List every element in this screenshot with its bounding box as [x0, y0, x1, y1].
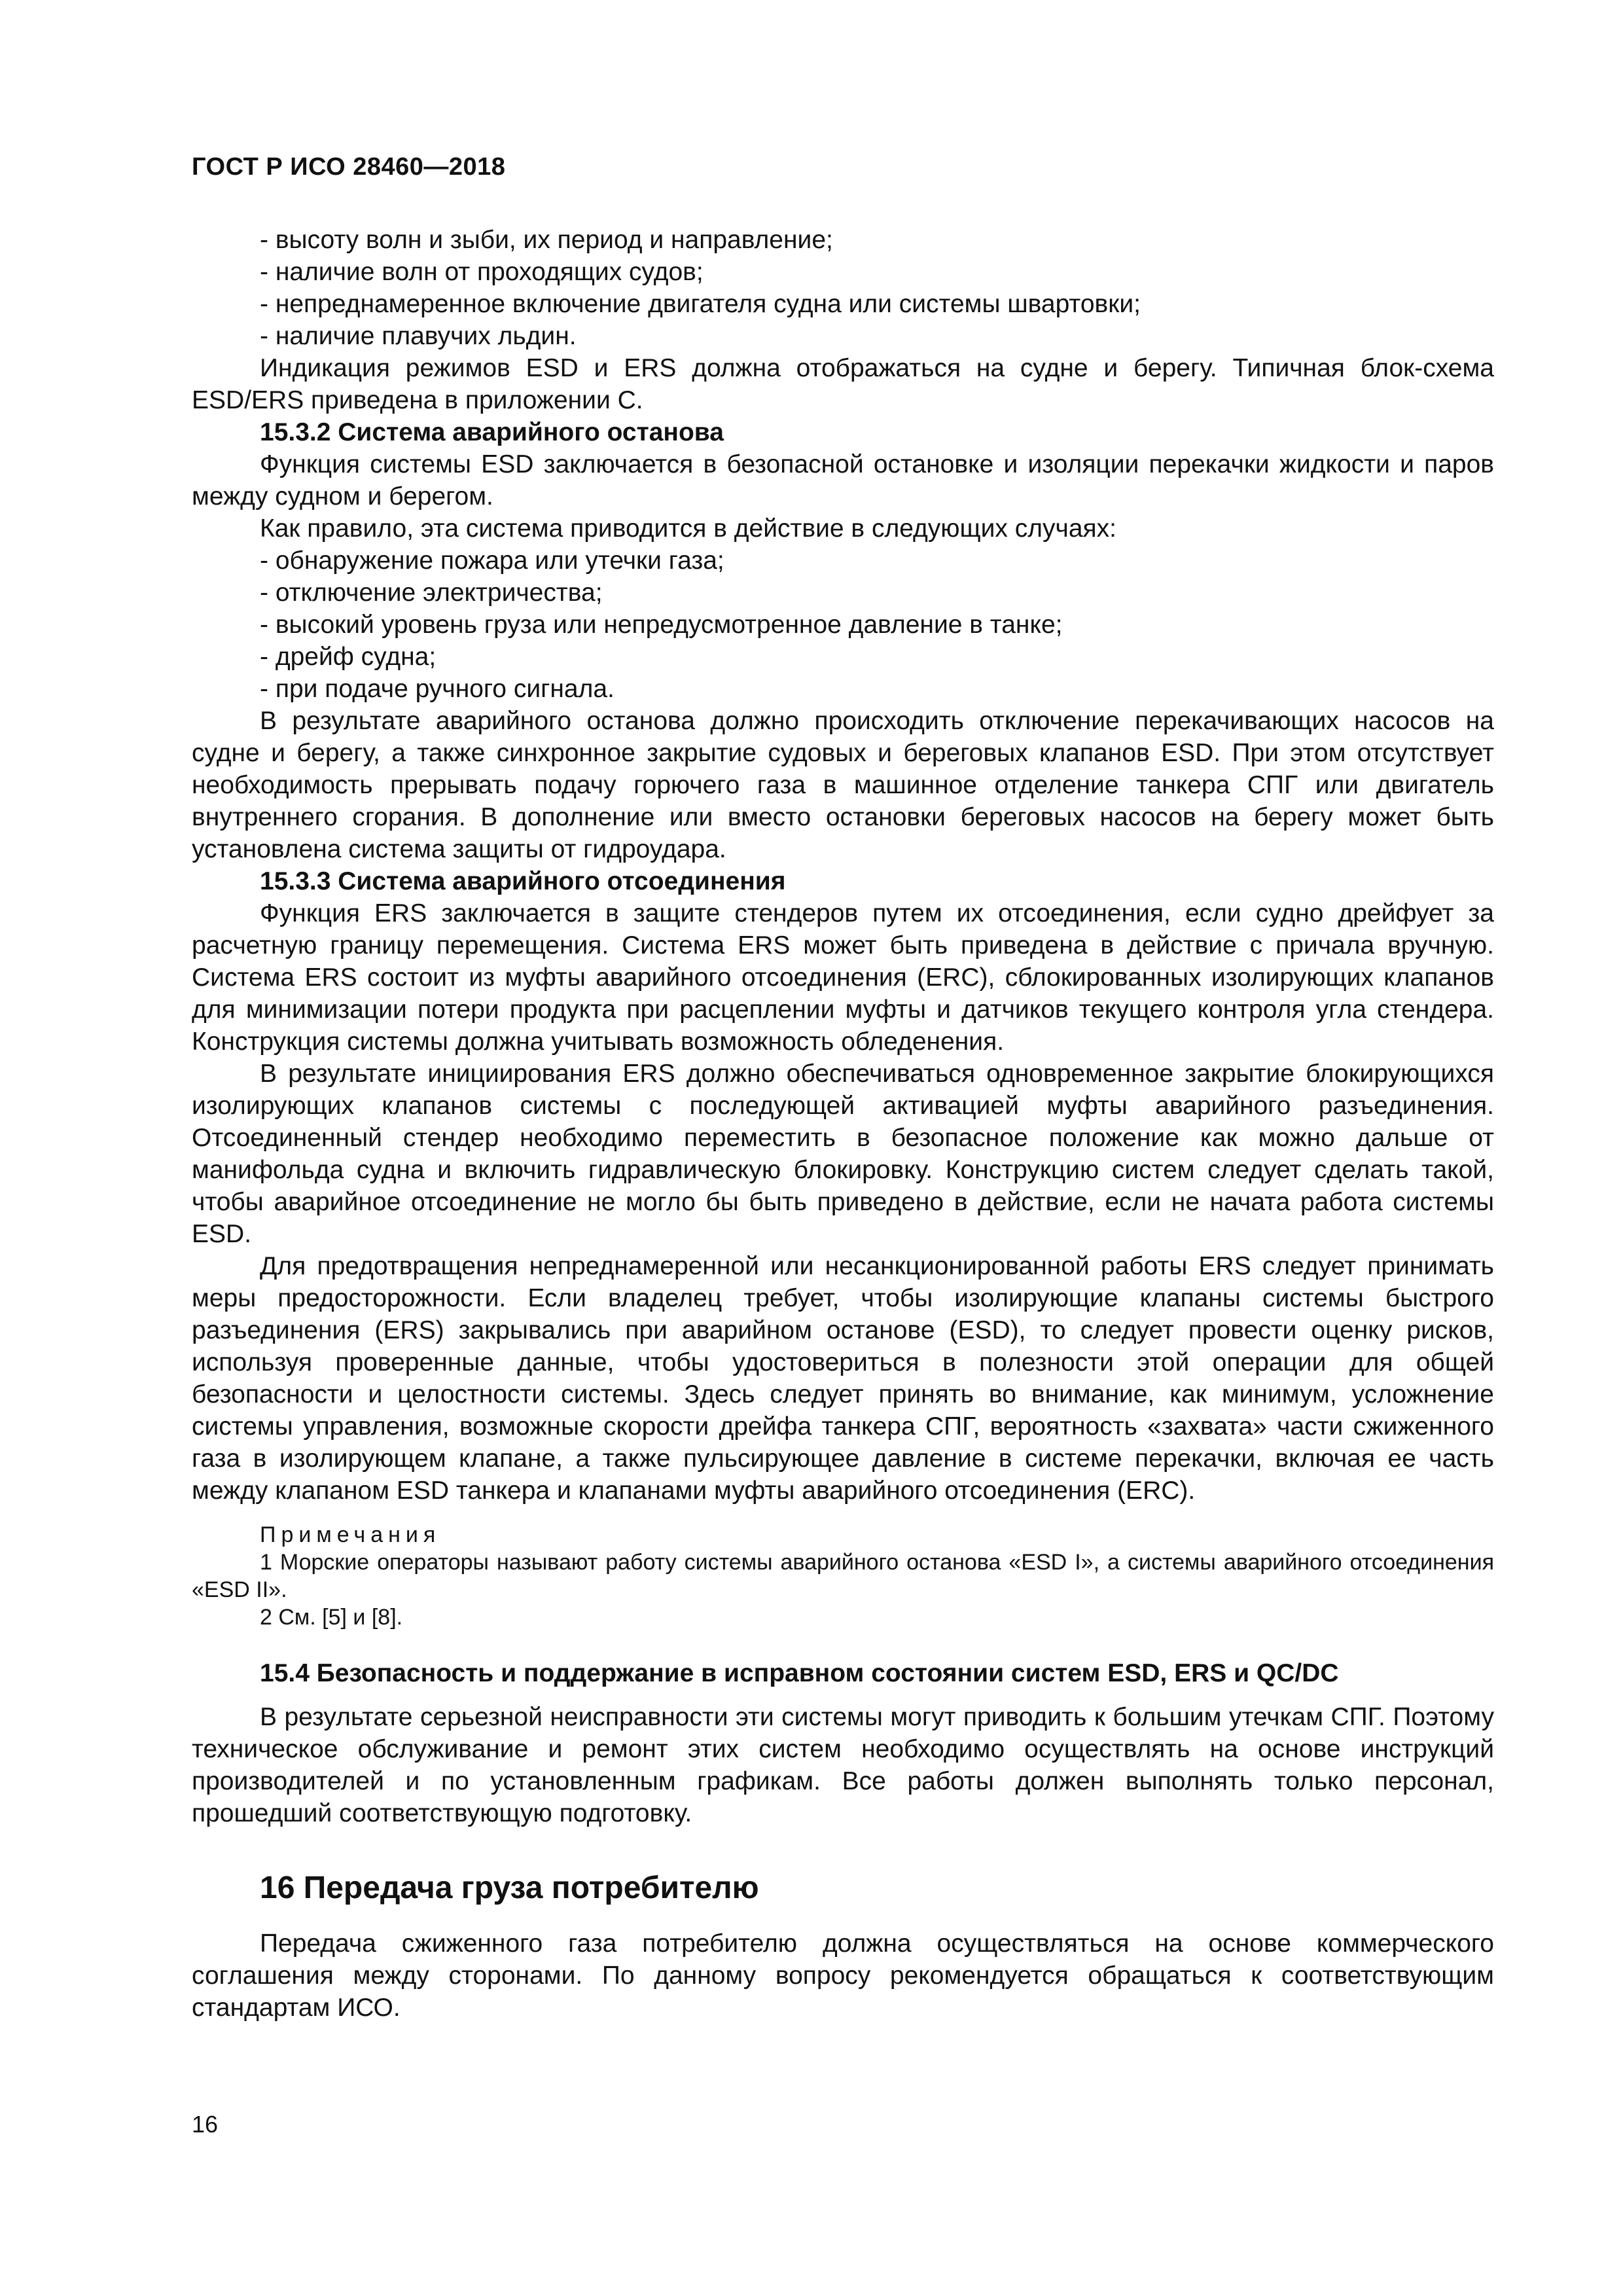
subsection-title-15-3-2: 15.3.2 Система аварийного останова: [260, 418, 724, 446]
list-item: - обнаружение пожара или утечки газа;: [260, 547, 724, 575]
list-item: - наличие плавучих льдин.: [260, 322, 577, 350]
list-item: - при подаче ручного сигнала.: [260, 675, 615, 703]
document-header: ГОСТ Р ИСО 28460—2018: [192, 153, 506, 181]
paragraph: Функция системы ESD заключается в безопасной остановке и изоляции перекачки жидкости и паров между судном и берегом.: [192, 450, 1494, 511]
list-item: - наличие волн от проходящих судов;: [260, 258, 704, 286]
paragraph: В результате серьезной неисправности эти системы могут приводить к большим утечкам СПГ. Поэтому техническое обслуживание и ремонт этих систем необходимо осуществлять на основе инструкций производителей и по установленным графикам. Все работы должен выполнять только персонал, прошедший соответствующую подготовку.: [192, 1703, 1494, 1827]
section-title-16: 16 Передача груза потребителю: [260, 1871, 759, 1905]
list-item: - дрейф судна;: [260, 643, 437, 671]
paragraph: Как правило, эта система приводится в действие в следующих случаях:: [260, 514, 1116, 543]
page-number: 16: [192, 2111, 219, 2138]
note: 1 Морские операторы называют работу системы аварийного останова «ESD I», а системы аварийного отсоединения «ESD II».: [192, 1550, 1494, 1602]
paragraph: Для предотвращения непреднамеренной или несанкционированной работы ERS следует принимать меры предосторожности. Если владелец требует, чтобы изолирующие клапаны системы быстрого разъединения (ERS) закрывались при аварийном останове (ESD), то следует провести оценку рисков, используя проверенные данные, чтобы удостовериться в полезности этой операции для общей безопасности и целостности системы. Здесь следует принять во внимание, как минимум, усложнение системы управления, возможные скорости дрейфа танкера СПГ, вероятность «захвата» части сжиженного газа в изолирующем клапане, а также пульсирующее давление в системе перекачки, включая ее часть между клапаном ESD танкера и клапанами муфты аварийного отсоединения (ERC).: [192, 1252, 1494, 1505]
list-item: - высоту волн и зыби, их период и направление;: [260, 226, 833, 254]
paragraph: В результате аварийного останова должно происходить отключение перекачивающих насосов на судне и берегу, а также синхронное закрытие судовых и береговых клапанов ESD. При этом отсутствует необходимость прерывать подачу горючего газа в машинное отделение танкера СПГ или двигатель внутреннего сгорания. В дополнение или вместо остановки береговых насосов на берегу может быть установлена система защиты от гидроудара.: [192, 707, 1494, 863]
notes-block: [192, 1521, 1494, 1631]
list-item: - непреднамеренное включение двигателя судна или системы швартовки;: [260, 290, 1141, 318]
paragraph: Функция ERS заключается в защите стендеров путем их отсоединения, если судно дрейфует за расчетную границу перемещения. Система ERS может быть приведена в действие с причала вручную. Система ERS состоит из муфты аварийного отсоединения (ERC), сблокированных изолирующих клапанов для минимизации потери продукта при расцеплении муфты и датчиков текущего контроля угла стендера. Конструкция системы должна учитывать возможность обледенения.: [192, 899, 1494, 1056]
section-title-15-4: 15.4 Безопасность и поддержание в исправном состоянии систем ESD, ERS и QC/DC: [260, 1659, 1339, 1687]
list-item: - высокий уровень груза или непредусмотренное давление в танке;: [260, 611, 1063, 639]
paragraph: Индикация режимов ESD и ERS должна отображаться на судне и берегу. Типичная блок-схема ESD/ERS приведена в приложении С.: [192, 354, 1494, 414]
paragraph: Передача сжиженного газа потребителю должна осуществляться на основе коммерческого соглашения между сторонами. По данному вопросу рекомендуется обращаться к соответствующим стандартам ИСО.: [192, 1929, 1494, 2022]
page-body: [192, 224, 1494, 2024]
note: 2 См. [5] и [8].: [260, 1605, 403, 1630]
notes-title: Примечания: [260, 1522, 441, 1547]
subsection-title-15-3-3: 15.3.3 Система аварийного отсоединения: [260, 867, 786, 895]
list-item: - отключение электричества;: [260, 579, 603, 607]
paragraph: В результате инициирования ERS должно обеспечиваться одновременное закрытие блокирующихся изолирующих клапанов системы с последующей активацией муфты аварийного разъединения. Отсоединенный стендер необходимо переместить в безопасное положение как можно дальше от манифольда судна и включить гидравлическую блокировку. Конструкцию систем следует сделать такой, чтобы аварийное отсоединение не могло бы быть приведено в действие, если не начата работа системы ESD.: [192, 1060, 1494, 1248]
